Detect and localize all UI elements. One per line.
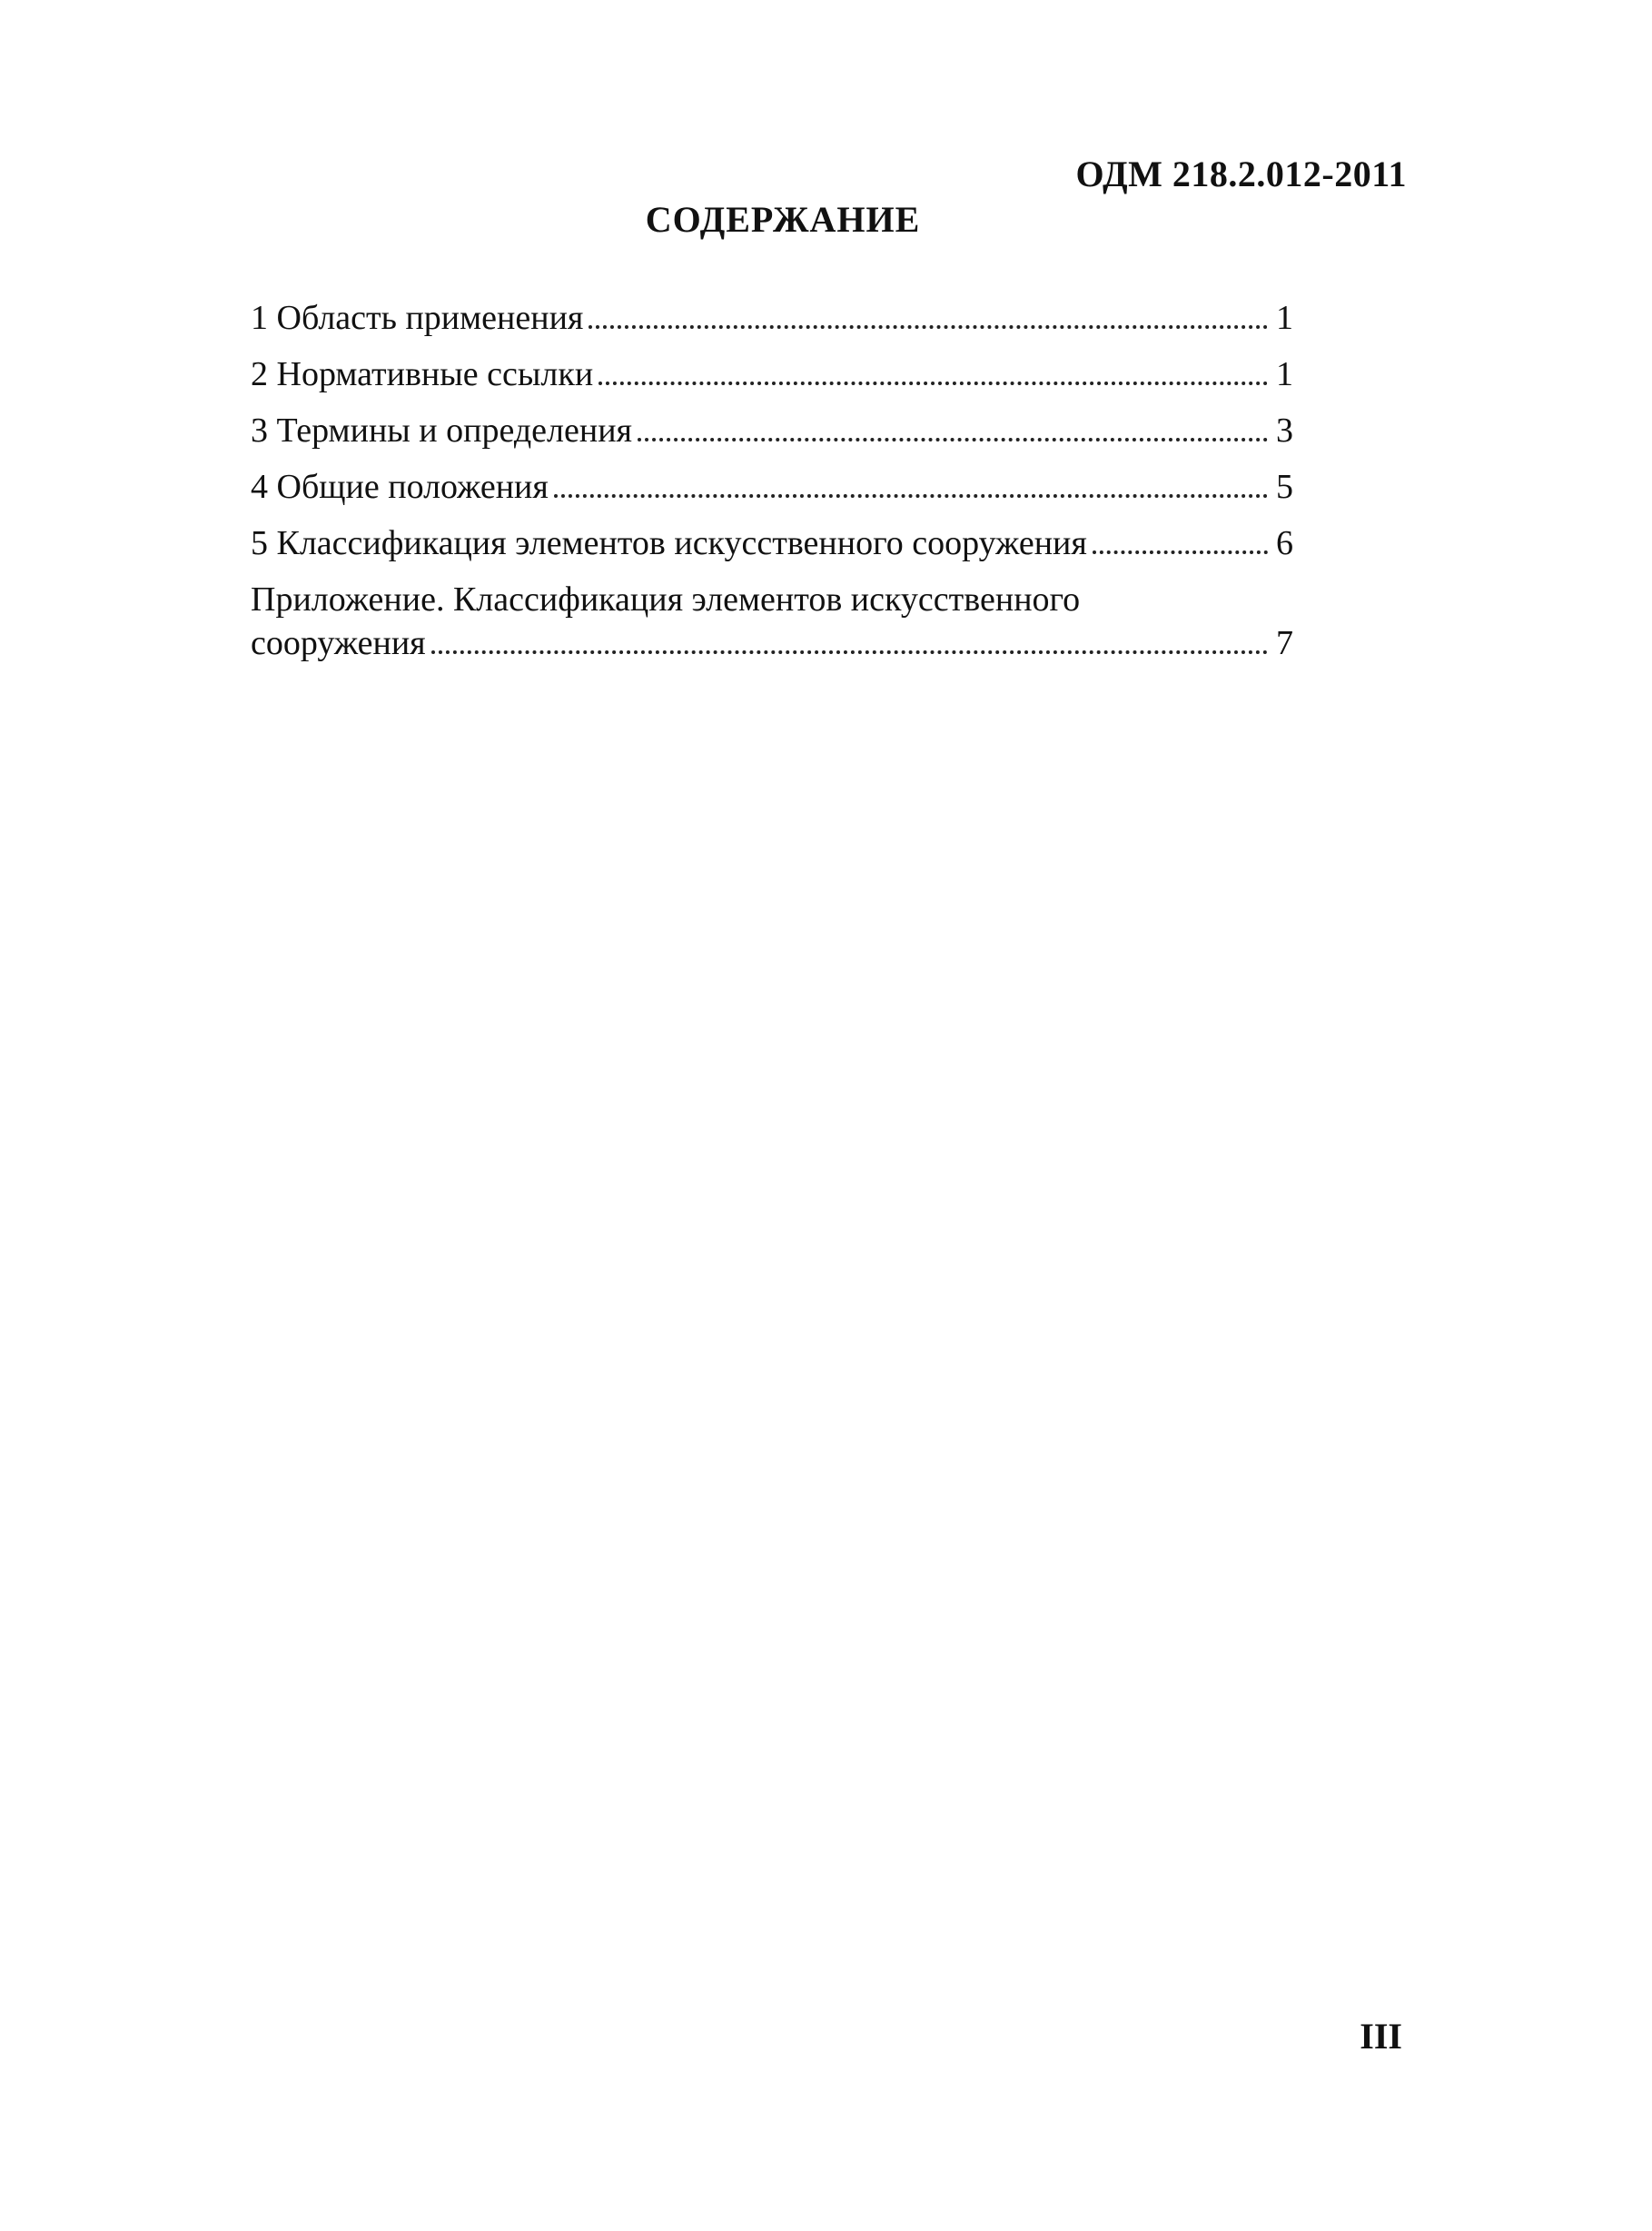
toc-item-normative-references[interactable] <box>251 352 1293 396</box>
table-of-contents <box>251 296 1293 678</box>
toc-leader-dots <box>431 650 1268 654</box>
toc-item-label: 5 Классификация элементов искусственного сооружения <box>251 524 1087 562</box>
toc-leader-dots <box>598 382 1268 385</box>
toc-item-page: 6 <box>1276 524 1293 562</box>
toc-item-line2 <box>251 621 1293 665</box>
toc-item-classification[interactable] <box>251 521 1293 565</box>
toc-item-general-provisions[interactable] <box>251 465 1293 509</box>
toc-item-page: 7 <box>1276 624 1293 662</box>
toc-item-label: 4 Общие положения <box>251 468 549 506</box>
toc-title: СОДЕРЖАНИЕ <box>645 199 921 240</box>
toc-item-scope[interactable] <box>251 296 1293 340</box>
toc-item-label: 3 Термины и определения <box>251 411 633 450</box>
toc-item-page: 3 <box>1276 411 1293 450</box>
document-code: ОДМ 218.2.012-2011 <box>1075 154 1407 194</box>
page-number: III <box>1360 2016 1402 2057</box>
toc-leader-dots <box>554 494 1268 498</box>
toc-item-page: 5 <box>1276 468 1293 506</box>
toc-item-label-line2: сооружения <box>251 624 426 662</box>
toc-item-appendix[interactable] <box>251 578 1293 665</box>
toc-item-terms-definitions[interactable] <box>251 409 1293 452</box>
toc-item-page: 1 <box>1276 299 1293 337</box>
toc-item-label: 1 Область применения <box>251 299 584 337</box>
toc-item-label: 2 Нормативные ссылки <box>251 355 594 393</box>
toc-leader-dots <box>638 438 1268 441</box>
toc-item-page: 1 <box>1276 355 1293 393</box>
toc-leader-dots <box>1093 550 1268 554</box>
toc-item-label-line1: Приложение. Классификация элементов искусственного <box>251 580 1081 619</box>
toc-leader-dots <box>589 325 1268 329</box>
